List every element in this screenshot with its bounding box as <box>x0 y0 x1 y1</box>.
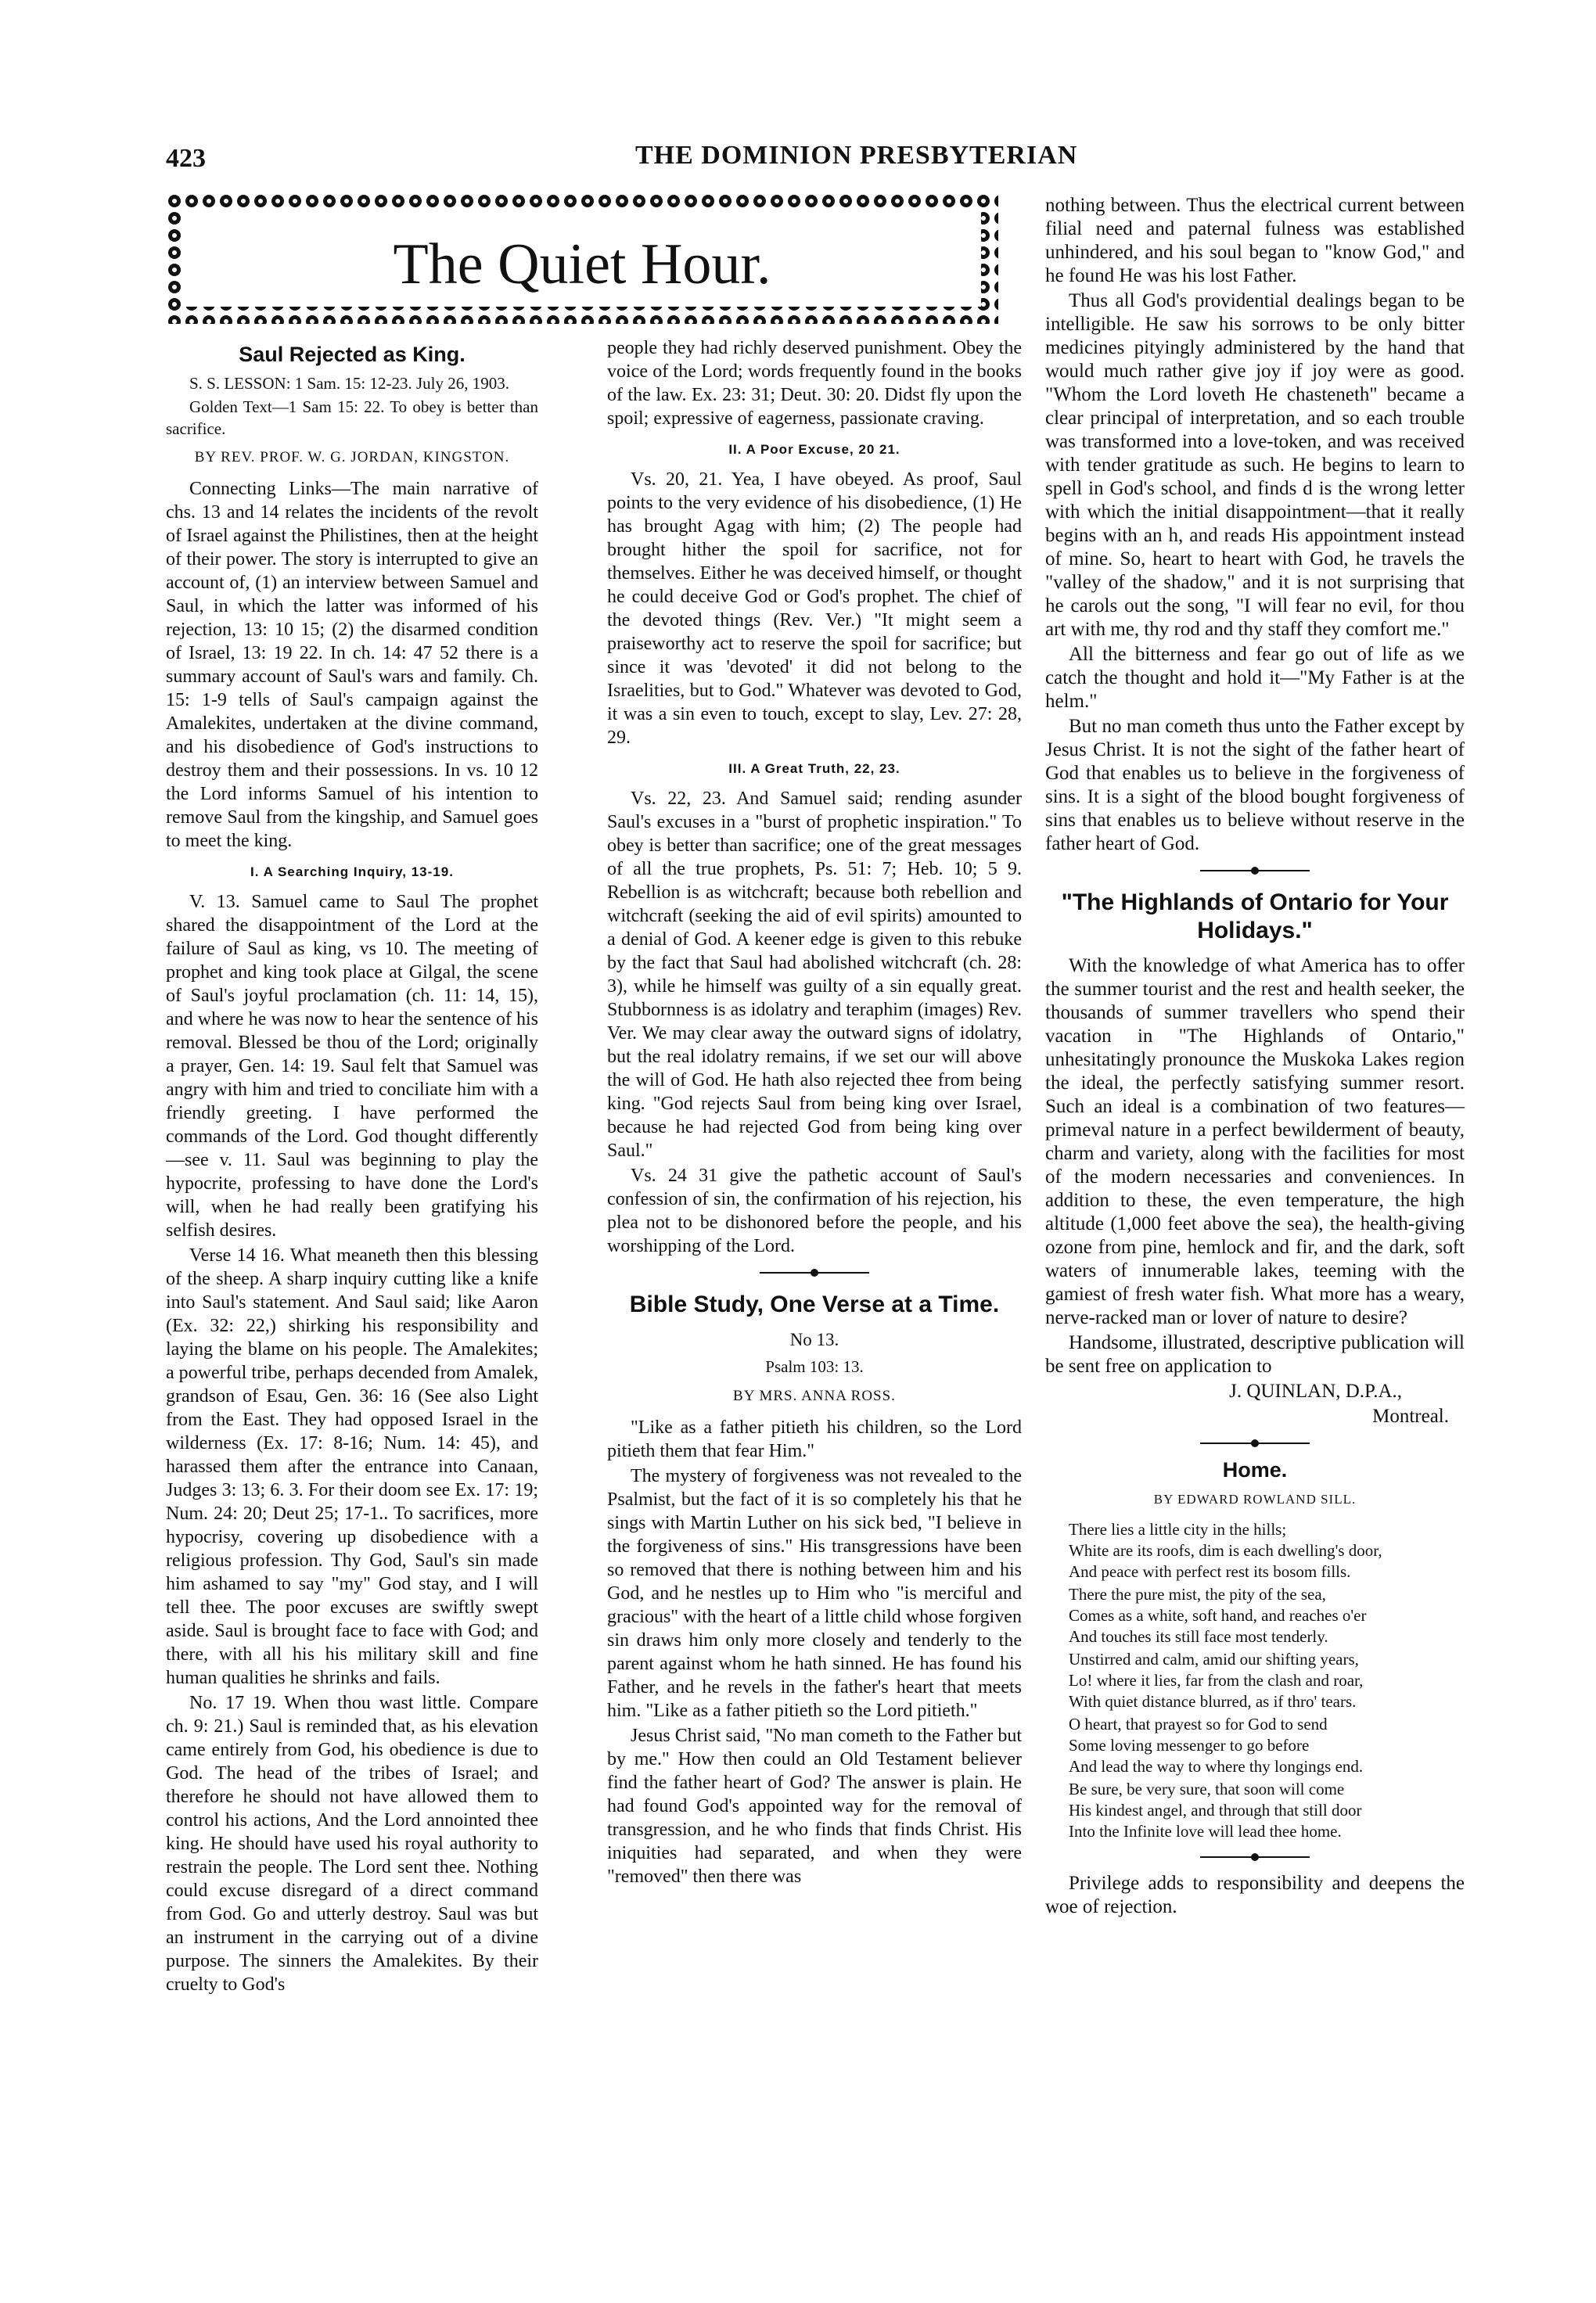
section-heading-searching-inquiry: I. A Searching Inquiry, 13-19. <box>250 864 454 879</box>
poem-stanza <box>1045 1649 1465 1712</box>
poem-line: His kindest angel, and through that still door <box>1069 1801 1362 1820</box>
section-divider-ornament <box>1045 1850 1465 1864</box>
poem-title: Home. <box>1222 1458 1288 1482</box>
bible-study-byline: BY MRS. ANNA ROSS. <box>733 1388 896 1404</box>
poem-line: Into the Infinite love will lead thee home. <box>1069 1822 1342 1841</box>
section-divider-ornament <box>1045 864 1465 878</box>
bible-study-paragraph-4: nothing between. Thus the electrical current between filial need and paternal fulness was established unhindered, and his soul began to "know God," and he found He was his lost Father. <box>1045 195 1465 286</box>
lesson-paragraph-v24-31: Vs. 24 31 give the pathetic account of Saul's confession of sin, the confirmation of his rejection, his plea not to be dishonored before the people, and his worshipping of the Lord. <box>607 1166 1022 1256</box>
column-3 <box>1045 194 1465 1920</box>
poem-line: With quiet distance blurred, as if thro' tears. <box>1069 1692 1357 1711</box>
highlands-paragraph-2: Handsome, illustrated, descriptive publication will be sent free on application to <box>1045 1332 1465 1377</box>
column-2 <box>607 336 1022 1890</box>
poem-byline: BY EDWARD ROWLAND SILL. <box>1153 1492 1357 1507</box>
bible-study-psalm: Psalm 103: 13. <box>765 1357 864 1376</box>
bible-study-number: No 13. <box>789 1330 839 1349</box>
section-heading-poor-excuse: II. A Poor Excuse, 20 21. <box>728 442 900 457</box>
highlands-signature-name: J. QUINLAN, D.P.A., <box>1229 1381 1402 1402</box>
bible-study-title: Bible Study, One Verse at a Time. <box>629 1292 1000 1317</box>
lesson-paragraph-v13: V. 13. Samuel came to Saul The prophet shared the disappointment of the Lord at the failure of Saul as king, vs 10. The meeting of prophet and king took place at Gilgal, the scene of Saul's joyful proclamation (ch. 11: 14, 15), and where he was now to hear the sentence of his removal. Blessed be thou of the Lord; originally a prayer, Gen. 14: 19. Saul felt that Samuel was angry with him and tried to conciliate him with a friendly greeting. I have performed the commands of the Lord. God thought differently—see v. 11. Saul was beginning to play the hypocrite, professing to have done the Lord's will, when he had really been gratifying his selfish desires. <box>166 892 538 1241</box>
poem-stanza <box>1045 1779 1465 1842</box>
lesson-paragraph-v20-21: Vs. 20, 21. Yea, I have obeyed. As proof, Saul points to the very evidence of his disobedience, (1) He has brought Agag with him; (2) The people had brought hither the spoil for sacrifice, not for themselves. Either he was deceived himself, or thought he could deceive God or God's prophet. The chief of the devoted things (Rev. Ver.) "It might seem a praiseworthy act to reserve the spoil for sacrifice; but since it was 'devoted' it did not belong to the Israelities, but to God." Whatever was devoted to God, it was a sin even to touch, except to slay, Lev. 27: 28, 29. <box>607 469 1022 748</box>
poem-line: And lead the way to where thy longings end. <box>1069 1757 1364 1776</box>
highlands-paragraph-1: With the knowledge of what America has to offer the summer tourist and the rest and health seeker, the thousands of summer travellers who spend their vacation in "The Highlands of Ontario," unhesitatingly pronounce the Muskoka Lakes region the ideal, the perfectly satisfying summer resort. Such an ideal is a combination of two features—primeval nature in a perfect bewilderment of beauty, charm and variety, along with the facilities for most of the modern necessaries and conveniences. In addition to these, the even temperature, the high altitude (1,000 feet above the sea), the health-giving ozone from pine, hemlock and fir, and the dark, soft waters of innumerable lakes, teeming with the gamiest of fresh water fish. What more has a weary, nerve-racked man or lover of nature to desire? <box>1045 955 1465 1328</box>
lesson-paragraph-v14-16: Verse 14 16. What meaneth then this blessing of the sheep. A sharp inquiry cutting like a knife into Saul's statement. And Saul said; like Aaron (Ex. 32: 22,) shirking his responsibility and laying the blame on his people. The Amalekites; a powerful tribe, perhaps decended from Amalek, grandson of Esau, Gen. 36: 16 (See also Light from the East. They had opposed Israel in the wilderness (Ex. 17: 8-16; Num. 14: 45), and harassed them after the entrance into Canaan, Judges 3: 13; 6. 3. For their doom see Ex. 17: 19; Num. 24: 20; Deut 25; 17-1.. To sacrifices, more hypocrisy, covering up disobedience with a religious profession. Thy God, Saul's sin made him ashamed to say "my" God stay, and I will tell thee. The poor excuses are swiftly swept aside. Saul is brought face to face with God; and there, with all his his military skill and fine human qualities he shrinks and fails. <box>166 1245 538 1688</box>
lesson-paragraph-v22-23: Vs. 22, 23. And Samuel said; rending asunder Saul's excuses in a "burst of prophetic inspiration." To obey is better than sacrifice; one of the great messages of all the true prophets, Ps. 51: 7; Heb. 10; 5 9. Rebellion is as witchcraft; because both rebellion and witchcraft (seeking the aid of evil spirits) amounted to a denial of God. A keener edge is given to this rebuke by the fact that Saul had abolished witchcraft (ch. 28: 3), while he himself was guilty of a sin equally great. Stubbornness is as idolatry and teraphim (images) Rev. Ver. We may clear away the outward signs of idolatry, but the real idolatry remains, if we set our will above the will of God. He hath also rejected thee from being king. "God rejects Saul from being king over Israel, because he had rejected God from being king over Saul." <box>607 789 1022 1161</box>
lesson-paragraph-connecting-links: Connecting Links—The main narrative of chs. 13 and 14 relates the incidents of the revolt of Israel against the Philistines, then at the height of their power. The story is interrupted to give an account of, (1) an interview between Samuel and Saul, in which the latter was informed of his rejection, 13: 10 15; (2) the disarmed condition of Israel, 13: 19 22. In ch. 14: 47 52 there is a summary account of Saul's wars and family. Ch. 15: 1-9 tells of Saul's campaign against the Amalekites, undertaken at the divine command, and his disobedience of God's instructions to destroy them and their possessions. In vs. 10 12 the Lord informs Samuel of his intention to remove Saul from the kingship, and Samuel goes to meet the king. <box>166 479 538 851</box>
poem-line: Lo! where it lies, far from the clash and roar, <box>1069 1671 1364 1690</box>
lesson-paragraph-v17-19: No. 17 19. When thou wast little. Compare ch. 9: 21.) Saul is reminded that, as his elevation came entirely from God, his obedience is due to God. The head of the tribes of Israel; and therefore he should not have allowed them to control his actions, And the Lord annointed thee king. He should have used his royal authority to restrain the people. The Lord sent thee. Nothing could excuse disregard of a direct command from God. Go and utterly destroy. Saul was but an instrument in the carrying out of a divine purpose. The sinners the Amalekites. By their cruelty to God's <box>166 1693 538 1995</box>
highlands-title: "The Highlands of Ontario for Your Holidays." <box>1061 889 1449 943</box>
column-1 <box>166 336 538 1998</box>
page-number: 423 <box>166 144 206 173</box>
section-divider-ornament <box>607 1266 1022 1280</box>
bible-study-paragraph-7: But no man cometh thus unto the Father except by Jesus Christ. It is not the sight of the father heart of God that enables us to believe in the forgiveness of sins. It is a sight of the blood bought forgiveness of sins that enables us to believe without reserve in the father heart of God. <box>1045 716 1465 854</box>
lesson-paragraph-continued: people they had richly deserved punishment. Obey the voice of the Lord; words frequently found in the books of the law. Ex. 23: 31; Deut. 30: 20. Didst fly upon the spoil; expressive of eagerness, passionate craving. <box>607 338 1022 429</box>
bible-study-paragraph-5: Thus all God's providential dealings began to be intelligible. He saw his sorrows to be only bitter medicines pityingly administered by the hand that would much rather give joy if joy were as good. "Whom the Lord loveth He chasteneth" became a clear principal of interpretation, and so each trouble was transformed into a love-token, and was received with tender gratitude as such. He begins to learn to spell in God's school, and finds d is the wrong letter with which the initial disappointment—that it really begins with an h, and reads His appointment instead of mine. So, heart to heart with God, he travels the "valley of the shadow," and it is not surprising that he carols out the song, "I will fear no evil, for thou art with me, thy rod and thy staff they comfort me." <box>1045 290 1465 640</box>
poem-line: And touches its still face most tenderly. <box>1069 1627 1328 1646</box>
lesson-reference: S. S. LESSON: 1 Sam. 15: 12-23. July 26, 1903. <box>189 374 509 393</box>
lesson-title: Saul Rejected as King. <box>239 343 466 366</box>
poem-line: There the pure mist, the pity of the sea, <box>1069 1585 1326 1604</box>
bible-study-paragraph-2: The mystery of forgiveness was not revealed to the Psalmist, but the fact of it is so completely his that he sings with Martin Luther on his sick bed, "I believe in the forgiveness of sins." His transgressions have been so removed that there is nothing between him and his God, and he nestles up to Him who "is merciful and gracious" with the heart of a little child whose forgiven sin draws him only more closely and tenderly to the parent against whom he hath sinned. He has found his Father, and he revels in the father's heart that meets him. "Like as a father pitieth so the Lord pitieth." <box>607 1466 1022 1721</box>
poem-line: There lies a little city in the hills; <box>1069 1520 1287 1539</box>
bible-study-paragraph-3: Jesus Christ said, "No man cometh to the Father but by me." How then could an Old Testament believer find the father heart of God? The answer is plain. He had found God's appointed way for the removal of transgression, and he who finds that finds Christ. His iniquities had separated, and when they were "removed" then there was <box>607 1726 1022 1887</box>
poem-stanza <box>1045 1584 1465 1647</box>
poem-stanza <box>1045 1714 1465 1777</box>
banner-title: The Quiet Hour. <box>393 232 771 296</box>
poem-line: O heart, that prayest so for God to send <box>1069 1715 1328 1734</box>
poem-line: Some loving messenger to go before <box>1069 1736 1310 1755</box>
poem-line: Unstirred and calm, amid our shifting years, <box>1069 1650 1359 1669</box>
poem-line: And peace with perfect rest its bosom fills. <box>1069 1562 1351 1581</box>
section-heading-great-truth: III. A Great Truth, 22, 23. <box>728 761 900 776</box>
highlands-signature-city: Montreal. <box>1372 1406 1449 1427</box>
golden-text: Golden Text—1 Sam 15: 22. To obey is better than sacrifice. <box>166 397 538 438</box>
poem-stanza <box>1045 1519 1465 1583</box>
poem-line: Be sure, be very sure, that soon will come <box>1069 1780 1345 1798</box>
running-title: THE DOMINION PRESBYTERIAN <box>635 141 1078 170</box>
poem-line: Comes as a white, soft hand, and reaches o'er <box>1069 1606 1367 1625</box>
closing-line: Privilege adds to responsibility and deepens the woe of rejection. <box>1045 1873 1465 1917</box>
bible-study-paragraph-6: All the bitterness and fear go out of life as we catch the thought and hold it—"My Father is at the helm." <box>1045 644 1465 712</box>
poem-line: White are its roofs, dim is each dwelling's door, <box>1069 1541 1382 1560</box>
lesson-byline: BY REV. PROF. W. G. JORDAN, KINGSTON. <box>194 449 510 465</box>
bible-study-paragraph-1: "Like as a father pitieth his children, so the Lord pitieth them that fear Him." <box>607 1417 1022 1461</box>
section-divider-ornament <box>1045 1436 1465 1450</box>
